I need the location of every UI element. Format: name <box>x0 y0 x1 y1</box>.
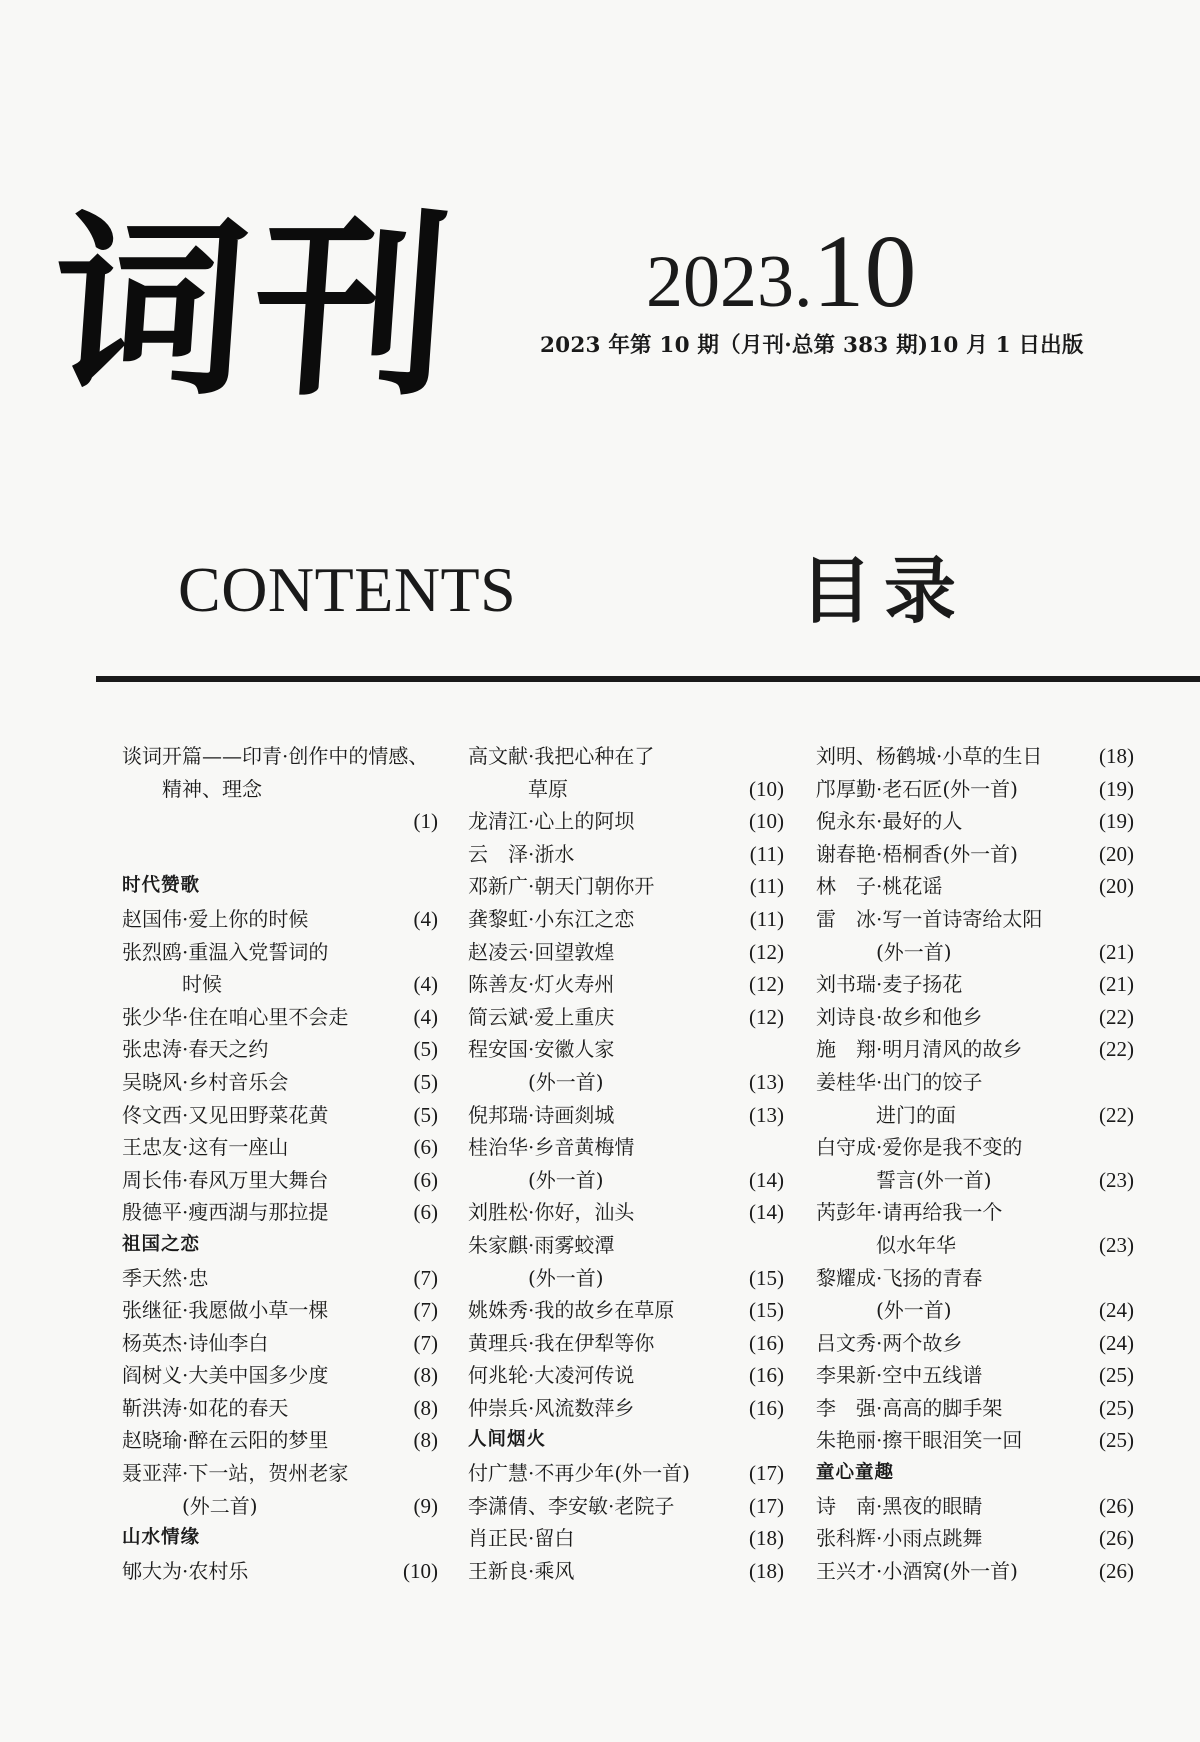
toc-entry <box>468 1099 784 1132</box>
page-number: (12) <box>749 939 784 964</box>
toc-entry <box>122 1033 438 1066</box>
toc-entry <box>816 805 1134 838</box>
page-number: (18) <box>1099 744 1134 768</box>
page-number: (4) <box>413 972 438 997</box>
toc-entry <box>122 1392 438 1425</box>
page-number: (26) <box>1099 1493 1134 1518</box>
toc-entry <box>122 1424 438 1457</box>
page-number: (22) <box>1099 1004 1134 1029</box>
page-number: (16) <box>749 1395 784 1420</box>
entry-title: (外二首) <box>182 1493 258 1518</box>
toc-entry <box>816 1229 1134 1262</box>
toc-entry <box>122 740 438 773</box>
page-number: (15) <box>749 1298 784 1323</box>
entry-title: 陈善友·灯火寿州 <box>468 972 615 997</box>
toc-column-1 <box>122 740 438 1587</box>
entry-title: 倪永东·最好的人 <box>816 809 963 834</box>
toc-entry <box>122 1457 438 1490</box>
toc-entry <box>122 1099 438 1132</box>
page-number: (25) <box>1099 1363 1134 1388</box>
entry-title: 张忠涛·春天之约 <box>122 1037 269 1062</box>
toc-entry <box>816 773 1134 806</box>
entry-title: 聂亚萍·下一站，贺州老家 <box>122 1461 349 1486</box>
entry-title: 王新良·乘风 <box>468 1558 575 1583</box>
toc-entry <box>816 903 1134 936</box>
toc-section-heading <box>122 870 438 903</box>
page-number: (23) <box>1099 1232 1134 1257</box>
toc-entry <box>122 936 438 969</box>
page-number: (21) <box>1099 972 1134 997</box>
entry-title: 张继征·我愿做小草一棵 <box>122 1298 329 1323</box>
page-number: (7) <box>413 1330 438 1355</box>
toc-entry <box>468 1555 784 1588</box>
toc-entry <box>468 1229 784 1262</box>
page-number: (6) <box>413 1200 438 1225</box>
toc-entry <box>816 870 1134 903</box>
toc-entry <box>816 1555 1134 1588</box>
toc-entry <box>816 1294 1134 1327</box>
entry-title: 雷 冰·写一首诗寄给太阳 <box>816 906 1043 931</box>
entry-title: 进门的面 <box>876 1102 956 1127</box>
entry-title: 吴晓风·乡村音乐会 <box>122 1069 289 1094</box>
toc-entry <box>122 1066 438 1099</box>
page-number: (20) <box>1099 874 1134 899</box>
page-number: (13) <box>749 1102 784 1127</box>
entry-title: 季天然·忠 <box>122 1265 209 1290</box>
toc-entry <box>468 805 784 838</box>
page-number: (6) <box>413 1135 438 1160</box>
ci-kan-logo: 词刊 <box>43 193 465 423</box>
toc-entry <box>816 1033 1134 1066</box>
page-number: (12) <box>749 1004 784 1029</box>
page-number: (25) <box>1099 1428 1134 1453</box>
issue-info-line: 2023 年第 10 期（月刊·总第 383 期)10 月 1 日出版 <box>540 333 1084 358</box>
toc-entry <box>468 1522 784 1555</box>
entry-title: (外一首) <box>528 1069 604 1094</box>
entry-title: 赵凌云·回望敦煌 <box>468 939 615 964</box>
toc-entry <box>468 1392 784 1425</box>
toc-entry <box>468 968 784 1001</box>
page-number: (22) <box>1099 1102 1134 1127</box>
page-number: (18) <box>749 1558 784 1583</box>
toc-entry <box>816 1522 1134 1555</box>
entry-title: 王忠友·这有一座山 <box>122 1135 289 1160</box>
toc-entry <box>816 1490 1134 1523</box>
entry-title: 何兆轮·大凌河传说 <box>468 1363 635 1388</box>
toc-entry <box>122 1262 438 1295</box>
toc-entry <box>122 968 438 1001</box>
page-number: (16) <box>749 1363 784 1388</box>
page-number: (5) <box>413 1037 438 1062</box>
entry-title: 阎树义·大美中国多少度 <box>122 1363 329 1388</box>
toc-entry <box>468 1490 784 1523</box>
section-title: 人间烟火 <box>468 1429 547 1451</box>
issue-month: 10 <box>812 214 917 329</box>
entry-title: 姜桂华·出门的饺子 <box>816 1069 983 1094</box>
page-number: (21) <box>1099 939 1134 964</box>
entry-title: 朱家麒·雨雾蛟潭 <box>468 1232 615 1257</box>
page-number: (19) <box>1099 776 1134 801</box>
entry-title: 刘明、杨鹤城·小草的生日 <box>816 744 1043 768</box>
page-number: (5) <box>413 1069 438 1094</box>
toc-entry <box>122 903 438 936</box>
page-number: (9) <box>413 1493 438 1518</box>
toc-entry <box>468 1359 784 1392</box>
entry-title: 林 子·桃花谣 <box>816 874 943 899</box>
toc-entry <box>468 1001 784 1034</box>
page-number: (24) <box>1099 1298 1134 1323</box>
toc-section-heading <box>122 1229 438 1262</box>
toc-entry <box>816 1196 1134 1229</box>
page-number: (20) <box>1099 841 1134 866</box>
toc-column-3 <box>816 740 1134 1587</box>
toc-entry <box>122 1327 438 1360</box>
page-number: (18) <box>749 1526 784 1551</box>
page-number: (5) <box>413 1102 438 1127</box>
entry-title: 张科辉·小雨点跳舞 <box>816 1526 983 1551</box>
page-number: (6) <box>413 1167 438 1192</box>
contents-heading-en: CONTENTS <box>178 554 517 625</box>
entry-title: 李 强·高高的脚手架 <box>816 1395 1003 1420</box>
entry-title: 草原 <box>528 776 568 801</box>
toc-entry <box>122 1131 438 1164</box>
entry-title: 张烈鸥·重温入党誓词的 <box>122 939 329 964</box>
page-number: (7) <box>413 1265 438 1290</box>
toc-entry <box>122 805 438 838</box>
entry-title: 郇大为·农村乐 <box>122 1558 249 1583</box>
section-title: 童心童趣 <box>816 1462 895 1484</box>
entry-title: 赵晓瑜·醉在云阳的梦里 <box>122 1428 329 1453</box>
page-number: (25) <box>1099 1395 1134 1420</box>
page-number: (11) <box>749 841 784 866</box>
toc-entry <box>816 1392 1134 1425</box>
toc-entry <box>122 1164 438 1197</box>
page-number: (11) <box>749 906 784 931</box>
page-number: (7) <box>413 1298 438 1323</box>
entry-title: 仲崇兵·风流数萍乡 <box>468 1395 635 1420</box>
entry-title: 李潇倩、李安敏·老院子 <box>468 1493 675 1518</box>
toc-entry <box>816 1262 1134 1295</box>
entry-title: 时候 <box>182 972 222 997</box>
entry-title: 谈词开篇——印青·创作中的情感、 <box>122 744 429 768</box>
page-number: (1) <box>413 809 438 834</box>
entry-title: 桂治华·乡音黄梅情 <box>468 1135 635 1160</box>
entry-title: 周长伟·春风万里大舞台 <box>122 1167 329 1192</box>
page-number: (8) <box>413 1428 438 1453</box>
toc-entry <box>122 773 438 806</box>
toc-entry <box>468 1131 784 1164</box>
entry-title: 刘诗良·故乡和他乡 <box>816 1004 983 1029</box>
toc-entry <box>122 1555 438 1588</box>
toc-entry <box>122 1196 438 1229</box>
issue-year: 2023 <box>646 241 794 323</box>
page-number: (23) <box>1099 1167 1134 1192</box>
entry-title: 刘书瑞·麦子扬花 <box>816 972 963 997</box>
entry-title: 龚黎虹·小东江之恋 <box>468 906 635 931</box>
entry-title: 诗 南·黑夜的眼睛 <box>816 1493 983 1518</box>
entry-title: 朱艳丽·擦干眼泪笑一回 <box>816 1428 1023 1453</box>
entry-title: 姚姝秀·我的故乡在草原 <box>468 1298 675 1323</box>
page-number: (10) <box>749 809 784 834</box>
entry-title: 谢春艳·梧桐香(外一首) <box>816 841 1018 866</box>
page-number: (10) <box>749 776 784 801</box>
toc-entry <box>816 936 1134 969</box>
contents-heading-zh: 目录 <box>800 549 969 633</box>
toc-entry <box>816 1131 1134 1164</box>
section-title: 山水情缘 <box>122 1527 201 1549</box>
issue-number-large <box>646 214 917 329</box>
entry-title: 黎耀成·飞扬的青春 <box>816 1265 983 1290</box>
entry-title: (外一首) <box>876 1298 952 1323</box>
page-number: (26) <box>1099 1558 1134 1583</box>
page-number: (8) <box>413 1363 438 1388</box>
entry-title: 誓言(外一首) <box>876 1167 992 1192</box>
page-number: (17) <box>749 1461 784 1486</box>
toc-entry <box>122 838 438 871</box>
entry-title: 邓新广·朝天门朝你开 <box>468 874 655 899</box>
entry-title: 邝厚勤·老石匠(外一首) <box>816 776 1018 801</box>
toc-entry <box>816 1001 1134 1034</box>
entry-title: 简云斌·爱上重庆 <box>468 1004 615 1029</box>
page-number: (13) <box>749 1069 784 1094</box>
toc-entry <box>816 1327 1134 1360</box>
toc-entry <box>816 1164 1134 1197</box>
entry-title: 精神、理念 <box>162 776 262 801</box>
toc-entry <box>468 838 784 871</box>
page-number: (24) <box>1099 1330 1134 1355</box>
entry-title: 殷德平·瘦西湖与那拉提 <box>122 1200 329 1225</box>
toc-entry <box>122 1359 438 1392</box>
entry-title: 肖正民·留白 <box>468 1526 575 1551</box>
section-title: 祖国之恋 <box>122 1233 201 1255</box>
entry-title: 倪邦瑞·诗画剡城 <box>468 1102 615 1127</box>
entry-title: 赵国伟·爱上你的时候 <box>122 906 309 931</box>
toc-entry <box>468 1457 784 1490</box>
toc-entry <box>816 968 1134 1001</box>
page-number: (19) <box>1099 809 1134 834</box>
toc-entry <box>816 838 1134 871</box>
entry-title: 白守成·爱你是我不变的 <box>816 1135 1023 1160</box>
entry-title: (外一首) <box>528 1167 604 1192</box>
toc-column-2 <box>468 740 784 1587</box>
toc-entry <box>816 1359 1134 1392</box>
entry-title: 付广慧·不再少年(外一首) <box>468 1461 690 1486</box>
toc-entry <box>122 1294 438 1327</box>
toc-entry <box>468 903 784 936</box>
page-number: (26) <box>1099 1526 1134 1551</box>
toc-entry <box>122 1001 438 1034</box>
entry-title: 杨英杰·诗仙李白 <box>122 1330 269 1355</box>
toc-entry <box>816 740 1134 773</box>
toc-section-heading <box>122 1522 438 1555</box>
page-number: (11) <box>749 874 784 899</box>
page-number: (10) <box>403 1558 438 1583</box>
issue-dot: . <box>794 241 813 323</box>
page-number: (22) <box>1099 1037 1134 1062</box>
page-number: (14) <box>749 1167 784 1192</box>
toc-entry <box>468 1033 784 1066</box>
entry-title: (外一首) <box>528 1265 604 1290</box>
entry-title: 黄理兵·我在伊犁等你 <box>468 1330 655 1355</box>
toc-entry <box>816 1099 1134 1132</box>
page-number: (4) <box>413 1004 438 1029</box>
entry-title: 吕文秀·两个故乡 <box>816 1330 963 1355</box>
toc-entry <box>468 1327 784 1360</box>
page-number: (14) <box>749 1200 784 1225</box>
entry-title: 李果新·空中五线谱 <box>816 1363 983 1388</box>
entry-title: 似水年华 <box>876 1232 956 1257</box>
toc-entry <box>816 1066 1134 1099</box>
page-number: (12) <box>749 972 784 997</box>
entry-title: 程安国·安徽人家 <box>468 1037 615 1062</box>
entry-title: 云 泽·浙水 <box>468 841 575 866</box>
entry-title: 王兴才·小酒窝(外一首) <box>816 1558 1018 1583</box>
divider-rule <box>96 676 1200 682</box>
toc-entry <box>468 773 784 806</box>
toc-entry <box>468 1164 784 1197</box>
toc-entry <box>122 1490 438 1523</box>
toc-entry <box>468 936 784 969</box>
toc-entry <box>468 1196 784 1229</box>
entry-title: 高文献·我把心种在了 <box>468 744 655 768</box>
entry-title: 龙清江·心上的阿坝 <box>468 809 635 834</box>
toc-entry <box>468 1066 784 1099</box>
entry-title: 芮彭年·请再给我一个 <box>816 1200 1003 1225</box>
toc-entry <box>816 1424 1134 1457</box>
page-number: (4) <box>413 906 438 931</box>
toc-entry <box>468 1262 784 1295</box>
page-number: (16) <box>749 1330 784 1355</box>
toc-entry <box>468 740 784 773</box>
entry-title: 施 翔·明月清风的故乡 <box>816 1037 1023 1062</box>
toc-section-heading <box>816 1457 1134 1490</box>
entry-title: 佟文西·又见田野菜花黄 <box>122 1102 329 1127</box>
page-number: (8) <box>413 1395 438 1420</box>
page-number: (17) <box>749 1493 784 1518</box>
entry-title: 刘胜松·你好，汕头 <box>468 1200 635 1225</box>
page-number: (15) <box>749 1265 784 1290</box>
toc-entry <box>468 870 784 903</box>
section-title: 时代赞歌 <box>122 875 201 897</box>
entry-title: 张少华·住在咱心里不会走 <box>122 1004 349 1029</box>
toc-entry <box>468 1294 784 1327</box>
entry-title: (外一首) <box>876 939 952 964</box>
toc-section-heading <box>468 1424 784 1457</box>
entry-title: 靳洪涛·如花的春天 <box>122 1395 289 1420</box>
